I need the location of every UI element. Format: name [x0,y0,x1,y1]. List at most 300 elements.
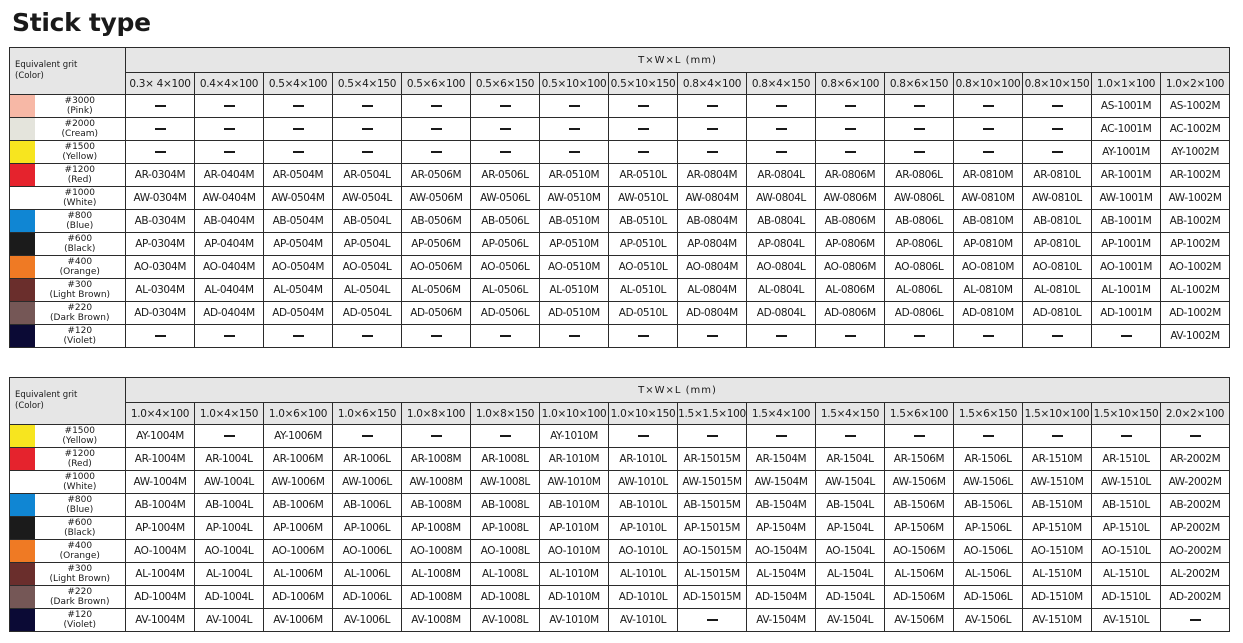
part-number: AR-0804L [747,164,816,187]
part-number: AD-0804L [747,302,816,325]
part-number: AO-0404M [195,256,264,279]
grit-number: #1200 [64,449,95,459]
part-number: AW-0504M [264,187,333,210]
not-available-dash [747,141,816,164]
dash-mark [224,151,235,153]
part-number: AB-1010M [540,494,609,517]
not-available-dash [333,95,402,118]
size-header: 1.0×6×150 [333,403,402,425]
color-name: (Yellow) [62,436,98,446]
not-available-dash [954,95,1023,118]
stick-table-2 [9,377,1230,632]
part-number: AD-1006M [264,586,333,609]
part-number: AO-0506L [471,256,540,279]
dash-mark [155,335,166,337]
part-number: AL-1504M [747,563,816,586]
size-header: 1.5×10×150 [1092,403,1161,425]
not-available-dash [678,118,747,141]
not-available-dash [126,95,195,118]
part-number: AW-1506L [954,471,1023,494]
part-number: AY-1010M [540,425,609,448]
part-number: AR-1010M [540,448,609,471]
size-header: 0.5×10×150 [609,73,678,95]
dash-mark [1121,435,1132,437]
part-number: AL-0804M [678,279,747,302]
color-swatch [10,494,35,517]
part-number: AL-1504L [816,563,885,586]
part-number: AB-1008M [402,494,471,517]
size-header: 1.5×6×100 [885,403,954,425]
size-header: 1.0×8×100 [402,403,471,425]
color-swatch [10,517,35,540]
color-swatch [10,425,35,448]
not-available-dash [678,425,747,448]
part-number: AB-0506L [471,210,540,233]
table-row [10,233,1230,256]
dash-mark [983,335,994,337]
part-number: AL-1510M [1023,563,1092,586]
page-title: Stick type [12,8,151,37]
size-header: 1.0×4×150 [195,403,264,425]
size-header: 0.4×4×100 [195,73,264,95]
dash-mark [1190,435,1201,437]
grit-header-line: (Color) [15,401,44,411]
part-number: AL-2002M [1161,563,1230,586]
part-number: AP-0804M [678,233,747,256]
size-header: 2.0×2×100 [1161,403,1230,425]
not-available-dash [816,141,885,164]
table-row [10,164,1230,187]
dash-mark [707,151,718,153]
part-number: AR-0510L [609,164,678,187]
part-number: AL-1506L [954,563,1023,586]
part-number: AP-0506M [402,233,471,256]
part-number: AO-0504M [264,256,333,279]
not-available-dash [333,425,402,448]
part-number: AP-1010M [540,517,609,540]
dash-mark [224,435,235,437]
part-number: AP-1006L [333,517,402,540]
grit-label [35,517,126,540]
part-number: AR-1506M [885,448,954,471]
dash-mark [914,151,925,153]
part-number: AS-1002M [1161,95,1230,118]
dash-mark [1052,335,1063,337]
dash-mark [431,151,442,153]
part-number: AB-1006M [264,494,333,517]
part-number: AW-0810M [954,187,1023,210]
not-available-dash [1161,425,1230,448]
dash-mark [293,105,304,107]
part-number: AO-0510L [609,256,678,279]
grit-label [35,95,126,118]
table-row [10,279,1230,302]
part-number: AW-0806L [885,187,954,210]
dash-mark [569,151,580,153]
not-available-dash [885,325,954,348]
part-number: AR-15015M [678,448,747,471]
part-number: AD-1504M [747,586,816,609]
grit-label [35,609,126,632]
part-number: AO-1504M [747,540,816,563]
part-number: AY-1006M [264,425,333,448]
part-number: AD-1006L [333,586,402,609]
not-available-dash [471,95,540,118]
part-number: AR-1510M [1023,448,1092,471]
not-available-dash [885,425,954,448]
part-number: AO-0810L [1023,256,1092,279]
part-number: AO-1504L [816,540,885,563]
not-available-dash [747,425,816,448]
grit-label [35,279,126,302]
not-available-dash [471,141,540,164]
color-swatch [10,586,35,609]
dash-mark [224,105,235,107]
part-number: AD-1510M [1023,586,1092,609]
part-number: AL-15015M [678,563,747,586]
part-number: AB-15015M [678,494,747,517]
size-header: 0.8×10×150 [1023,73,1092,95]
part-number: AP-1008L [471,517,540,540]
size-header: 1.5×4×150 [816,403,885,425]
dash-mark [638,151,649,153]
part-number: AV-1006M [264,609,333,632]
grit-number: #800 [67,495,93,505]
part-number: AL-0504L [333,279,402,302]
part-number: AR-1506L [954,448,1023,471]
grit-label [35,563,126,586]
part-number: AO-1001M [1092,256,1161,279]
color-name: (Pink) [66,106,93,116]
dash-mark [1052,105,1063,107]
part-number: AB-1002M [1161,210,1230,233]
color-swatch [10,233,35,256]
part-number: AO-0804L [747,256,816,279]
table-row [10,256,1230,279]
color-swatch [10,164,35,187]
part-number: AR-2002M [1161,448,1230,471]
not-available-dash [816,325,885,348]
part-number: AR-0510M [540,164,609,187]
stick-table-1 [9,47,1230,348]
part-number: AD-0504M [264,302,333,325]
not-available-dash [195,141,264,164]
part-number: AB-0404M [195,210,264,233]
part-number: AO-1006L [333,540,402,563]
not-available-dash [264,95,333,118]
part-number: AB-0810L [1023,210,1092,233]
part-number: AV-1004M [126,609,195,632]
part-number: AR-1504M [747,448,816,471]
table-row [10,494,1230,517]
not-available-dash [747,325,816,348]
part-number: AO-0806L [885,256,954,279]
part-number: AL-0810L [1023,279,1092,302]
size-header: 1.5×6×150 [954,403,1023,425]
part-number: AD-1004M [126,586,195,609]
dash-mark [776,435,787,437]
not-available-dash [885,141,954,164]
not-available-dash [540,95,609,118]
part-number: AW-1504M [747,471,816,494]
dash-mark [707,105,718,107]
part-number: AB-0510L [609,210,678,233]
color-swatch [10,609,35,632]
part-number: AB-1510L [1092,494,1161,517]
part-number: AV-1504M [747,609,816,632]
not-available-dash [264,141,333,164]
dash-mark [293,151,304,153]
part-number: AR-1008L [471,448,540,471]
color-swatch [10,448,35,471]
part-number: AD-0810L [1023,302,1092,325]
part-number: AB-0504L [333,210,402,233]
dash-mark [431,435,442,437]
color-name: (Dark Brown) [50,313,110,323]
grit-number: #3000 [64,96,95,106]
part-number: AP-0804L [747,233,816,256]
table-row [10,471,1230,494]
color-name: (Blue) [66,505,94,515]
dash-mark [845,105,856,107]
size-header: 1.5×4×100 [747,403,816,425]
part-number: AR-0404M [195,164,264,187]
grit-number: #2000 [64,119,95,129]
part-number: AW-1001M [1092,187,1161,210]
part-number: AD-0304M [126,302,195,325]
part-number: AP-0504L [333,233,402,256]
size-header: 0.8×6×150 [885,73,954,95]
part-number: AP-0404M [195,233,264,256]
dash-mark [707,619,718,621]
color-name: (White) [63,482,97,492]
size-header: 0.8×4×150 [747,73,816,95]
part-number: AD-1504L [816,586,885,609]
dash-mark [983,435,994,437]
part-number: AO-1002M [1161,256,1230,279]
not-available-dash [816,95,885,118]
part-number: AW-1510L [1092,471,1161,494]
dash-mark [500,435,511,437]
part-number: AO-2002M [1161,540,1230,563]
color-swatch [10,471,35,494]
part-number: AW-0506M [402,187,471,210]
part-number: AB-0810M [954,210,1023,233]
part-number: AC-1002M [1161,118,1230,141]
part-number: AB-0804L [747,210,816,233]
part-number: AL-1004M [126,563,195,586]
part-number: AD-1010L [609,586,678,609]
dash-mark [500,105,511,107]
not-available-dash [609,141,678,164]
grit-label [35,325,126,348]
dash-mark [293,128,304,130]
part-number: AR-0504M [264,164,333,187]
dash-mark [983,105,994,107]
color-name: (Blue) [66,221,94,231]
part-number: AW-0510L [609,187,678,210]
part-number: AD-0506L [471,302,540,325]
part-number: AO-0806M [816,256,885,279]
part-number: AV-1510L [1092,609,1161,632]
part-number: AW-0806M [816,187,885,210]
part-number: AO-1004L [195,540,264,563]
not-available-dash [678,95,747,118]
part-number: AO-1008M [402,540,471,563]
size-header: 1.5×10×100 [1023,403,1092,425]
part-number: AD-1510L [1092,586,1161,609]
part-number: AO-0506M [402,256,471,279]
size-header: 0.5×4×150 [333,73,402,95]
color-swatch [10,540,35,563]
not-available-dash [678,609,747,632]
size-header: 0.5×4×100 [264,73,333,95]
part-number: AL-1010M [540,563,609,586]
not-available-dash [333,118,402,141]
grit-number: #300 [67,564,93,574]
part-number: AR-1002M [1161,164,1230,187]
part-number: AR-1510L [1092,448,1161,471]
part-number: AP-1506L [954,517,1023,540]
part-number: AV-1002M [1161,325,1230,348]
not-available-dash [195,95,264,118]
not-available-dash [402,118,471,141]
grit-label [35,210,126,233]
part-number: AP-2002M [1161,517,1230,540]
dash-mark [362,435,373,437]
not-available-dash [333,325,402,348]
part-number: AL-0506L [471,279,540,302]
not-available-dash [1023,95,1092,118]
part-number: AD-0510M [540,302,609,325]
size-header: 0.8×6×100 [816,73,885,95]
part-number: AO-1010L [609,540,678,563]
grit-number: #1000 [64,188,95,198]
part-number: AW-1004M [126,471,195,494]
part-number: AL-0804L [747,279,816,302]
not-available-dash [126,118,195,141]
part-number: AW-2002M [1161,471,1230,494]
part-number: AL-0510L [609,279,678,302]
part-number: AL-0510M [540,279,609,302]
part-number: AR-0810M [954,164,1023,187]
size-header: 1.0×10×150 [609,403,678,425]
part-number: AR-1004L [195,448,264,471]
part-number: AR-1001M [1092,164,1161,187]
grit-number: #220 [67,303,93,313]
color-name: (Red) [67,175,92,185]
part-number: AO-0810M [954,256,1023,279]
part-number: AP-0510M [540,233,609,256]
not-available-dash [1023,118,1092,141]
part-number: AB-0506M [402,210,471,233]
part-number: AP-0806L [885,233,954,256]
size-header: 0.5×10×100 [540,73,609,95]
part-number: AO-1010M [540,540,609,563]
dash-mark [845,435,856,437]
part-number: AL-1002M [1161,279,1230,302]
dash-mark [362,151,373,153]
part-number: AW-0506L [471,187,540,210]
part-number: AL-1006M [264,563,333,586]
part-number: AP-1008M [402,517,471,540]
part-number: AP-0810L [1023,233,1092,256]
not-available-dash [126,325,195,348]
not-available-dash [609,425,678,448]
not-available-dash [1092,325,1161,348]
part-number: AP-15015M [678,517,747,540]
dash-mark [293,335,304,337]
part-number: AD-2002M [1161,586,1230,609]
grit-number: #300 [67,280,93,290]
part-number: AD-1010M [540,586,609,609]
part-number: AW-1006M [264,471,333,494]
dash-mark [431,105,442,107]
dash-mark [431,128,442,130]
part-number: AW-1504L [816,471,885,494]
part-number: AD-1002M [1161,302,1230,325]
dash-mark [776,128,787,130]
part-number: AR-1504L [816,448,885,471]
table-row [10,448,1230,471]
not-available-dash [954,425,1023,448]
part-number: AO-15015M [678,540,747,563]
part-number: AV-1004L [195,609,264,632]
grit-header-line: (Color) [15,71,44,81]
part-number: AL-0404M [195,279,264,302]
part-number: AD-1008M [402,586,471,609]
grit-number: #1000 [64,472,95,482]
part-number: AR-1008M [402,448,471,471]
part-number: AR-0506L [471,164,540,187]
part-number: AR-0304M [126,164,195,187]
part-number: AW-0804M [678,187,747,210]
not-available-dash [1092,425,1161,448]
part-number: AD-0804M [678,302,747,325]
grit-number: #600 [67,234,93,244]
not-available-dash [402,425,471,448]
part-number: AB-1506L [954,494,1023,517]
dash-mark [983,128,994,130]
part-number: AB-0504M [264,210,333,233]
part-number: AP-1006M [264,517,333,540]
part-number: AD-1506L [954,586,1023,609]
table-row [10,95,1230,118]
grit-header-line: Equivalent grit [15,390,78,400]
dash-mark [983,151,994,153]
grit-label [35,540,126,563]
part-number: AD-0504L [333,302,402,325]
part-number: AW-1008L [471,471,540,494]
part-number: AB-0804M [678,210,747,233]
dimension-header: T×W×L (mm) [126,48,1230,73]
part-number: AP-1504L [816,517,885,540]
dash-mark [776,335,787,337]
part-number: AO-1006M [264,540,333,563]
grit-label [35,302,126,325]
dash-mark [1121,335,1132,337]
not-available-dash [540,325,609,348]
color-name: (Cream) [61,129,99,139]
grit-label [35,448,126,471]
dash-mark [776,151,787,153]
dash-mark [224,128,235,130]
equivalent-grit-header [10,378,126,425]
color-name: (Orange) [59,267,100,277]
size-header: 1.0×1×100 [1092,73,1161,95]
dash-mark [707,128,718,130]
part-number: AB-2002M [1161,494,1230,517]
